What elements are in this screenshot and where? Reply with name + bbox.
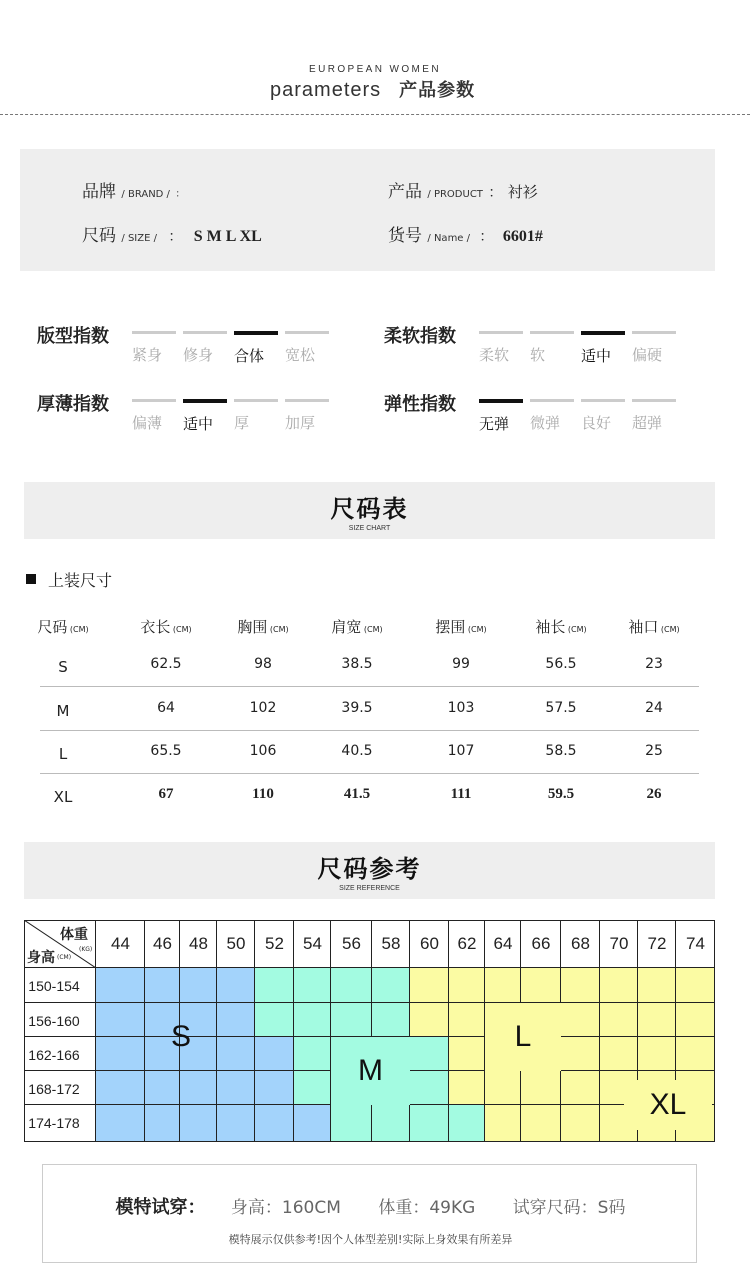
index-option-label: 合体 [234,347,265,365]
size-colon: ： [168,229,183,245]
grid-cell-l [410,968,449,1003]
grid-cell-m [372,1105,410,1142]
index-bar [632,399,676,402]
index-option-label: 修身 [183,346,214,364]
index-option-label: 厚 [234,414,250,432]
grid-cell-l [561,1037,600,1071]
corner-weight-label: 体重 [60,927,88,943]
height-row-label: 156-160 [28,1013,80,1029]
index-option-label: 微弹 [530,414,561,432]
header-en-title: EUROPEAN WOMEN [309,64,441,75]
weight-header: 66 [531,934,551,953]
table-cell: 111 [450,786,472,802]
code-label: 货号 [388,226,422,246]
table-cell: 25 [645,743,663,759]
grid-cell-m [331,1105,372,1142]
weight-header: 74 [686,934,705,953]
model-weight: 体重：49KG [378,1198,476,1218]
table-header-label: 胸围 [237,618,268,636]
corner-weight-unit: (KG) [79,946,93,953]
weight-header: 72 [647,934,667,953]
weight-header: 60 [420,934,439,953]
height-row-label: 174-178 [28,1115,80,1131]
table-cell: 67 [158,786,174,802]
weight-header: 62 [457,934,477,953]
index-bar [530,399,574,402]
grid-cell-l [561,1003,600,1037]
weight-header: 52 [265,934,284,953]
grid-cell-s [180,1105,217,1142]
table-header-label: 衣长 [140,618,171,636]
table-cell: 24 [645,700,663,716]
product-value: 衬衫 [507,183,538,201]
zone-label-s: S [170,1020,191,1053]
size-reference-grid [24,920,715,1142]
size-reference-title: 尺码参考 [317,855,422,883]
size-chart-banner [24,482,715,539]
table-cell: 65.5 [150,743,182,759]
table-header-unit: (CM) [361,625,383,634]
index-option-label: 偏薄 [132,414,163,432]
grid-cell-s [145,968,180,1003]
size-row [82,221,262,246]
grid-cell-l [485,968,521,1003]
index-bar [132,331,176,334]
height-row-label: 150-154 [28,978,80,994]
size-chart-subtitle: SIZE CHART [348,525,391,532]
index-bar [581,399,625,402]
table-header [614,616,694,637]
grid-cell-l [600,968,638,1003]
grid-cell-m [331,968,372,1003]
grid-cell-l [600,1003,638,1037]
grid-cell-l [521,968,561,1003]
index-option [183,399,227,434]
product-label-en: / PRODUCT [427,189,483,200]
grid-cell-s [255,1037,294,1071]
table-header [223,616,303,637]
grid-cell-l [449,1071,485,1105]
grid-cell-m [255,968,294,1003]
index-option [132,399,176,433]
grid-cell-l [676,1003,715,1037]
height-row-label: 168-172 [28,1081,80,1097]
grid-cell-s [180,1071,217,1105]
table-row-size: M [56,702,70,720]
brand-row [82,177,185,202]
index-option-label: 宽松 [285,346,316,364]
table-cell: 26 [646,786,662,802]
code-value: 6601# [502,228,543,245]
table-cell: 98 [254,656,272,672]
grid-cell-l [449,1037,485,1071]
index-option [234,399,278,433]
weight-header: 50 [226,934,246,953]
product-info-box [20,149,715,271]
code-row [388,221,543,246]
index-option-label: 无弹 [479,415,510,433]
index-bar [183,331,227,334]
code-label-en: / Name / [427,233,471,244]
grid-cell-m [372,1003,410,1037]
model-info-box [42,1164,697,1263]
model-line [43,1193,698,1219]
index-title: 弹性指数 [384,394,456,415]
grid-cell-l [485,1071,521,1105]
grid-cell-s [96,1003,145,1037]
grid-cell-s [217,1037,255,1071]
index-option [234,331,278,366]
brand-label: 品牌 [82,182,116,202]
grid-cell-s [96,1105,145,1142]
weight-header: 56 [342,934,361,953]
table-header [317,616,397,637]
index-option [632,399,676,433]
size-reference-subtitle: SIZE REFERENCE [339,885,400,892]
table-header-unit: (CM) [67,625,89,634]
size-label-en: / SIZE / [121,233,157,244]
grid-cell-l [676,968,715,1003]
table-cell: 57.5 [545,700,577,716]
table-cell: 99 [452,656,470,672]
grid-cell-m [294,1071,331,1105]
grid-cell-m [410,1071,449,1105]
section-marker-icon [26,574,36,584]
table-header [521,616,601,637]
grid-cell-m [294,1037,331,1071]
table-row-divider [40,686,699,687]
table-cell: 103 [447,700,475,716]
table-header-unit: (CM) [267,625,289,634]
grid-cell-l [638,1037,676,1071]
grid-cell-s [96,1071,145,1105]
table-cell: 23 [645,656,663,672]
table-row-divider [40,773,699,774]
index-bar-selected [183,399,227,403]
product-row [388,177,538,202]
grid-cell-l [521,1071,561,1105]
table-header [421,616,501,637]
index-option [285,331,329,365]
grid-cell-m [255,1003,294,1037]
grid-cell-l [410,1003,449,1037]
index-option-label: 紧身 [132,346,163,364]
table-cell: 107 [447,743,475,759]
index-option-label: 适中 [581,347,612,365]
index-title: 版型指数 [37,326,109,347]
header-params-cn: 产品参数 [399,80,476,101]
index-bar [479,331,523,334]
table-cell: 58.5 [545,743,577,759]
index-option [479,331,523,365]
index-option [530,399,574,433]
index-option-label: 超弹 [632,414,663,432]
size-label: 尺码 [82,226,116,246]
index-option-label: 柔软 [479,346,510,364]
table-cell: 40.5 [341,743,373,759]
weight-header: 48 [189,934,208,953]
grid-cell-s [145,1105,180,1142]
model-note: 模特展示仅供参考!因个人体型差别!实际上身效果有所差异 [228,1233,513,1246]
index-option [581,331,625,366]
product-label: 产品 [388,182,422,202]
weight-header: 54 [303,934,322,953]
index-bar [132,399,176,402]
code-colon: ： [479,229,494,245]
grid-cell-l [561,1105,600,1142]
model-label: 模特试穿： [115,1197,206,1218]
table-header-label: 肩宽 [331,618,362,636]
index-option [285,399,329,433]
size-chart-title: 尺码表 [330,495,409,523]
table-cell: 38.5 [341,656,373,672]
index-title: 柔软指数 [384,326,456,347]
index-bar [285,331,329,334]
grid-cell-l [449,1003,485,1037]
index-option [132,331,176,365]
grid-cell-s [217,1071,255,1105]
corner-height-label: 身高 [27,950,55,966]
grid-cell-s [294,1105,331,1142]
index-option [632,331,676,365]
table-cell: 59.5 [547,786,575,802]
grid-cell-m [410,1105,449,1142]
grid-cell-l [521,1105,561,1142]
grid-cell-m [372,968,410,1003]
grid-cell-l [600,1037,638,1071]
table-header-label: 袖长 [535,618,566,636]
grid-cell-s [217,1003,255,1037]
table-cell: 41.5 [343,786,371,802]
table-cell: 64 [157,700,175,716]
index-option-label: 适中 [183,415,214,433]
table-cell: 102 [249,700,277,716]
index-bar [632,331,676,334]
grid-cell-m [294,968,331,1003]
weight-header: 58 [381,934,401,953]
header-params [270,76,475,102]
grid-cell-l [676,1037,715,1071]
weight-header: 70 [609,934,629,953]
grid-cell-l [638,1003,676,1037]
height-row-label: 162-166 [28,1047,80,1063]
weight-header: 44 [111,934,130,953]
index-bar [234,399,278,402]
weight-header: 64 [493,934,513,953]
weight-header: 46 [153,934,172,953]
index-option-label: 加厚 [285,414,316,432]
table-row-size: L [58,745,68,763]
grid-cell-l [485,1105,521,1142]
table-cell: 62.5 [150,656,182,672]
grid-cell-m [294,1003,331,1037]
upper-section-title: 上装尺寸 [48,571,113,590]
index-option [183,331,227,365]
grid-cell-m [410,1037,449,1071]
header-params-en: parameters [270,79,382,101]
table-header [126,616,206,637]
zone-label-l: L [485,1003,561,1071]
index-option-label: 良好 [581,414,612,432]
index-option [479,399,523,434]
model-size: 试穿尺码：S码 [512,1198,626,1218]
index-bar-selected [479,399,523,403]
table-header-unit: (CM) [565,625,587,634]
brand-label-en: / BRAND / [121,189,170,200]
table-header-unit: (CM) [658,625,680,634]
index-title: 厚薄指数 [37,394,109,415]
index-option [581,399,625,433]
grid-cell-l [561,968,600,1003]
index-option-label: 软 [530,346,546,364]
header-divider [0,114,750,115]
index-bar-selected [234,331,278,335]
table-header-label: 袖口 [628,618,659,636]
index-option-label: 偏硬 [632,346,663,364]
product-colon: ： [488,185,503,201]
model-height: 身高：160CM [230,1198,341,1218]
grid-cell-s [255,1105,294,1142]
zone-label-xl: XL [624,1080,712,1130]
table-row-divider [40,730,699,731]
table-row-size: S [58,658,68,676]
size-value: S M L XL [193,228,262,245]
table-cell: 106 [249,743,277,759]
table-header-label: 尺码 [37,618,68,636]
index-option [530,331,574,365]
table-cell: 39.5 [341,700,373,716]
brand-colon: ： [175,189,186,200]
table-cell: 56.5 [545,656,577,672]
index-bar-selected [581,331,625,335]
grid-cell-s [145,1071,180,1105]
table-header-unit: (CM) [465,625,487,634]
table-header-unit: (CM) [170,625,192,634]
grid-cell-l [561,1071,600,1105]
weight-header: 68 [571,934,590,953]
grid-cell-s [255,1071,294,1105]
grid-cell-s [180,968,217,1003]
corner-height-unit: (CM) [57,954,72,961]
table-cell: 110 [252,786,274,802]
table-header [23,616,103,637]
grid-cell-s [96,968,145,1003]
index-bar [285,399,329,402]
grid-cell-l [638,968,676,1003]
size-reference-banner [24,842,715,899]
grid-cell-s [96,1037,145,1071]
table-row-size: XL [53,788,73,806]
grid-cell-l [449,968,485,1003]
table-header-label: 摆围 [435,618,466,636]
zone-label-m: M [331,1037,410,1105]
grid-cell-s [217,968,255,1003]
grid-cell-m [449,1105,485,1142]
grid-cell-m [331,1003,372,1037]
grid-cell-s [217,1105,255,1142]
index-bar [530,331,574,334]
